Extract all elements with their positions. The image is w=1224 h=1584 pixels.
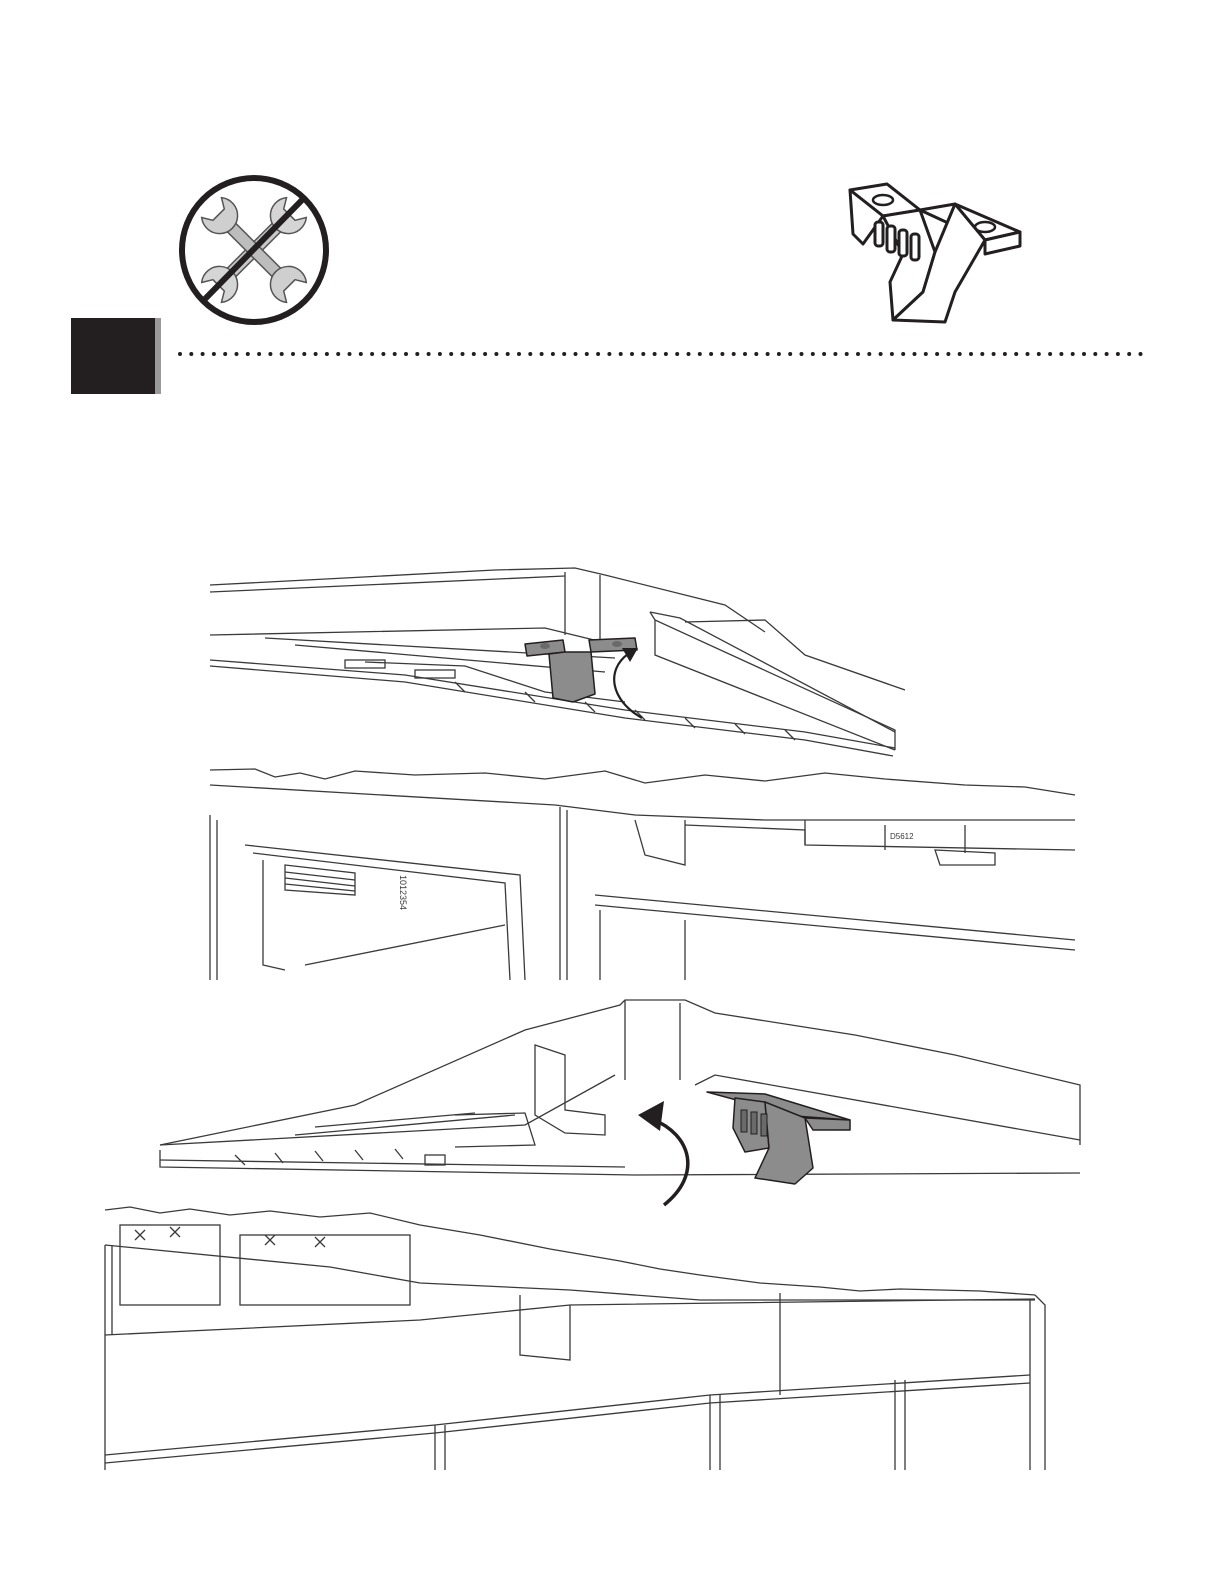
part-code-2: D5612 [890,832,914,841]
part-code-1: 1012354 [398,875,408,911]
no-tools-icon [176,172,332,328]
bracket-part-icon [845,182,1025,332]
illustration-cabinet-edge-1 [205,765,1080,980]
curved-arrow-icon-top [600,640,650,720]
step-box-shadow [155,318,161,394]
curved-arrow-icon-bottom [622,1095,702,1210]
dotted-divider [178,349,1144,359]
illustration-panel-bottom-bracket [155,995,1085,1205]
bracket-gray-bottom [705,1088,855,1188]
step-number-box [71,318,155,394]
illustration-cabinet-edge-2 [100,1205,1055,1470]
